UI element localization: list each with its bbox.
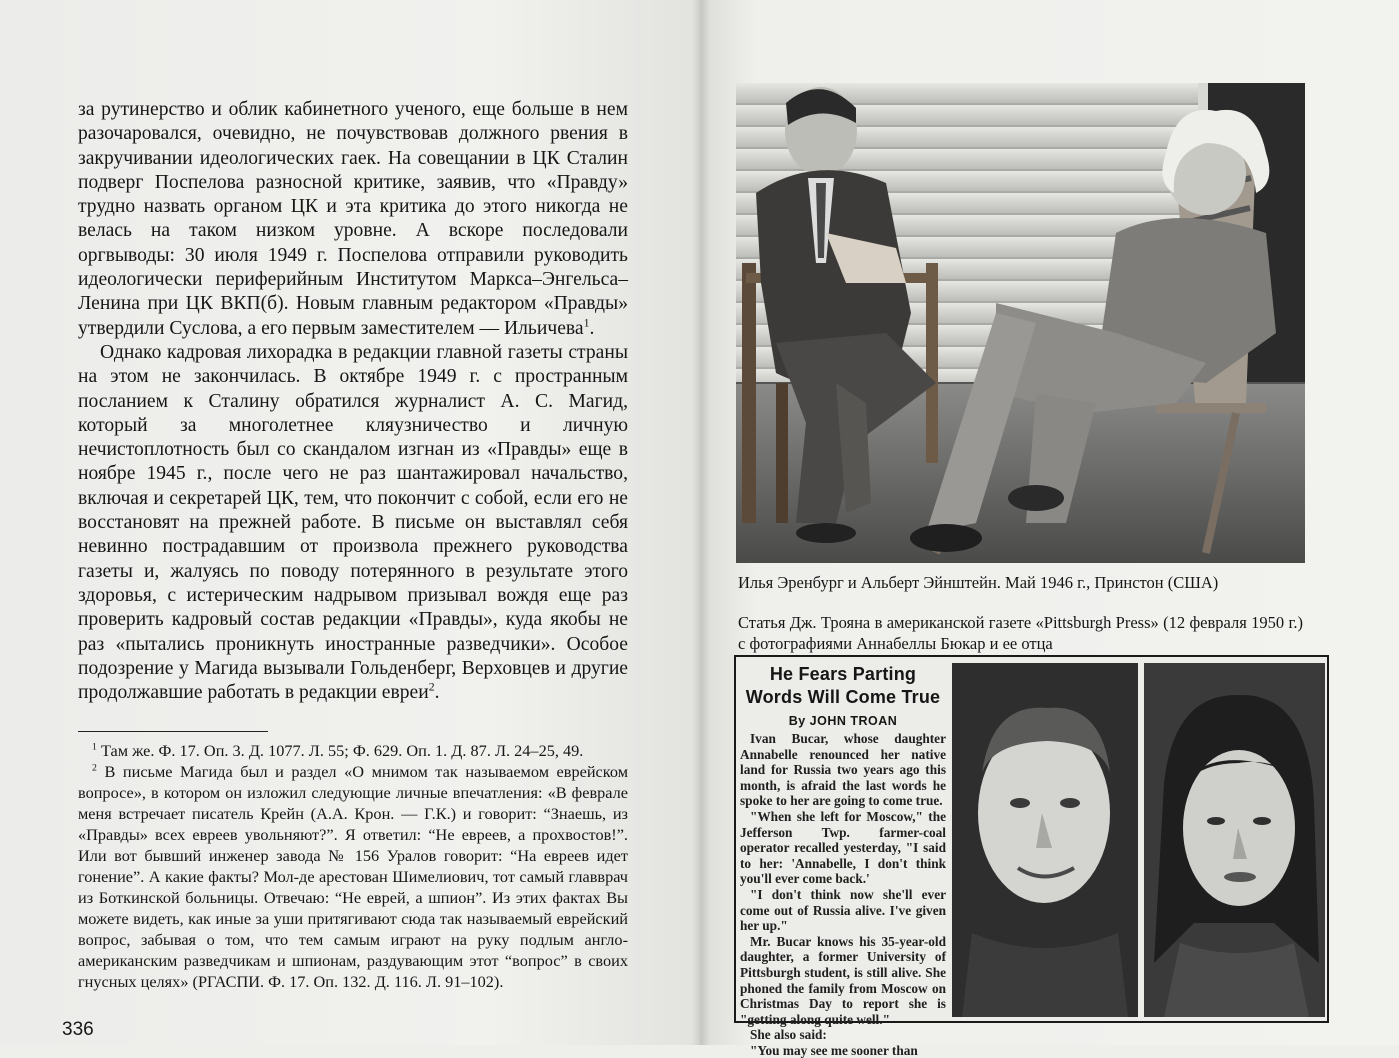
footnote-2-text: В письме Магида был и раздел «О мнимом так называемом еврейском вопросе», в котором он изложил следующие личные впечатления: «В феврале меня встречает писатель Крейн (А.А. Крон. — Г.К.) и говорит: “Знаешь, из «Правды» всех евреев увольняют?”. Я ответил: “Не евреев, а прохвостов!”. Или вот бывший инженер завода № 156 Уралов говорит: “На евреев идет гонение”. А какие факты? Мол-де арестован Шимелиович, тот самый главврач из Боткинской больницы. Отвечаю: “Не еврей, а шпион”. Из этих фактах Вы можете видеть, как иные за уши притягивают сюда так называемый еврейский вопрос, забывая о том, что тем самым играют на руку подлым англо-американским разведчикам и шпионам, раздувающим этот “вопрос” в своих гнусных целях» (РГАСПИ. Ф. 17. Оп. 132. Д. 116. Л. 91–102).: [78, 762, 628, 991]
newspaper-clipping: [734, 655, 1329, 1058]
clipping-byline: By JOHN TROAN: [788, 714, 898, 728]
footnote-2-mark: 2: [92, 762, 97, 774]
clipping-body: [740, 731, 946, 1058]
clipping-article: [740, 661, 946, 1058]
portrait-annabelle-bucar: [1144, 663, 1325, 1017]
clipping-paragraph: "You may see me sooner than: [750, 1042, 918, 1058]
portrait-father-image: [952, 663, 1138, 1017]
clipping-paragraph: Ivan Bucar, whose daughter Annabelle renounced her native land for Russia two years ago this month, is afraid the last words he spoke to her are going to come true.: [740, 731, 946, 809]
clipping-paragraph: "I don't think now she'll ever come out of Russia alive. I've given her up.": [740, 886, 946, 934]
clipping-paragraph: She also said:: [750, 1027, 827, 1043]
photo-ehrenburg-einstein: [736, 83, 1305, 563]
footnotes: [78, 740, 628, 992]
footnote-1: [78, 740, 628, 761]
footnote-ref-1: 1: [583, 316, 590, 330]
page-number: 336: [62, 1019, 94, 1040]
paragraph-2: Однако кадровая лихорадка в редакции главной газеты страны на этом не закончилась. В октябре 1949 г. с пространным посланием к Сталину обратился журналист А. С. Магид, который за многолетнее кляузничество и личную нечистоплотность был со скандалом изгнан из «Правды» еще в ноябре 1945 г., после чего не раз шантажировал начальство, включая и секретарей ЦК, тем, что покончит с собой, если его не восстановят на прежней работе. В письме он выставлял себя невинно пострадавшим от произвола прежнего руководства газеты и, жалуясь по поводу потерянного в результате этого здоровья, с истерическим надрывом призывал вождя еще раз проверить кадровый состав редакции «Правды», куда якобы не раз «пытались проникнуть иностранные разведчики». Особое подозрение у Магида вызывали Гольденберг, Верховцев и другие продолжавшие работать в редакции евреи$^2$.: [78, 341, 628, 704]
clipping-headline: [740, 663, 946, 709]
footnote-ref-2: 2: [428, 680, 435, 694]
paragraph-2-text: Однако кадровая лихорадка в редакции главной газеты страны на этом не закончилась. В октябре 1949 г. с пространным посланием к Сталину обратился журналист А. С. Магид, который за многолетнее кляузничество и личную нечистоплотность был со скандалом изгнан из «Правды» еще в ноябре 1945 г., после чего не раз шантажировал начальство, включая и секретарей ЦК, тем, что покончит с собой, если его не восстановят на прежней работе. В письме он выставлял себя невинно пострадавшим от произвола прежнего руководства газеты и, жалуясь по поводу потерянного в результате этого здоровья, с истерическим надрывом призывал вождя еще раз проверить кадровый состав редакции «Правды», куда якобы не раз «пытались проникнуть иностранные разведчики». Особое подозрение у Магида вызывали Гольденберг, Верховцев и другие продолжавшие работать в редакции евреи: [78, 341, 628, 704]
clipping-paragraph: "When she left for Moscow," the Jefferson Twp. farmer-coal operator recalled yesterday, "I said to her: 'Annabelle, I don't think you'll ever come back.': [740, 808, 946, 887]
footnote-2: [78, 761, 628, 992]
clipping-caption: Статья Дж. Трояна в американской газете «Pittsburgh Press» (12 февраля 1950 г.) с фотографиями Аннабеллы Бюкар и ее отца: [738, 613, 1303, 653]
headline-line-1: He Fears Parting: [769, 664, 917, 684]
main-text: [78, 98, 628, 705]
portrait-ivan-bucar: [952, 663, 1138, 1017]
clipping-paragraph: Mr. Bucar knows his 35-year-old daughter, a former University of Pittsburgh student, is still alive. She phoned the family from Moscow on Christmas Day to report she is "getting along quite well.": [740, 933, 946, 1027]
photo-illustration: [736, 83, 1305, 563]
photo-caption: Илья Эренбург и Альберт Эйнштейн. Май 1946 г., Принстон (США): [738, 573, 1219, 592]
portrait-daughter-image: [1144, 663, 1325, 1017]
paragraph-1: за рутинерство и облик кабинетного ученого, еще больше в нем разочаровался, очевидно, не почувствовав должного рвения в закручивании идеологических гаек. На совещании в ЦК Сталин подверг Поспелова разносной критике, заявив, что «Правду» трудно назвать органом ЦК и эта критика до этого никогда не велась на таком низком уровне. А вскоре последовали оргвыводы: 30 июля 1949 г. Поспелова отправили руководить идеологически периферийным Институтом Маркса–Энгельса–Ленина при ЦК ВКП(б). Новым главным редактором «Правды» утвердили Суслова, а его первым заместителем — Ильичева$^1$.: [78, 99, 628, 339]
headline-line-2: Words Will Come True: [745, 687, 941, 707]
paragraph-1-text: за рутинерство и облик кабинетного ученого, еще больше в нем разочаровался, очевидно, не почувствовав должного рвения в закручивании идеологических гаек. На совещании в ЦК Сталин подверг Поспелова разносной критике, заявив, что «Правду» трудно назвать органом ЦК и эта критика до этого никогда не велась на таком низком уровне. А вскоре последовали оргвыводы: 30 июля 1949 г. Поспелова отправили руководить идеологически периферийным Институтом Маркса–Энгельса–Ленина при ЦК ВКП(б). Новым главным редактором «Правды» утвердили Суслова, а его первым заместителем — Ильичева: [78, 99, 628, 339]
footnote-1-mark: 1: [92, 741, 97, 753]
book-gutter: [692, 0, 710, 1045]
footnote-rule: [78, 731, 268, 732]
footnote-1-text: Там же. Ф. 17. Оп. 3. Д. 1077. Л. 55; Ф. 629. Оп. 1. Д. 87. Л. 24–25, 49.: [100, 741, 584, 760]
